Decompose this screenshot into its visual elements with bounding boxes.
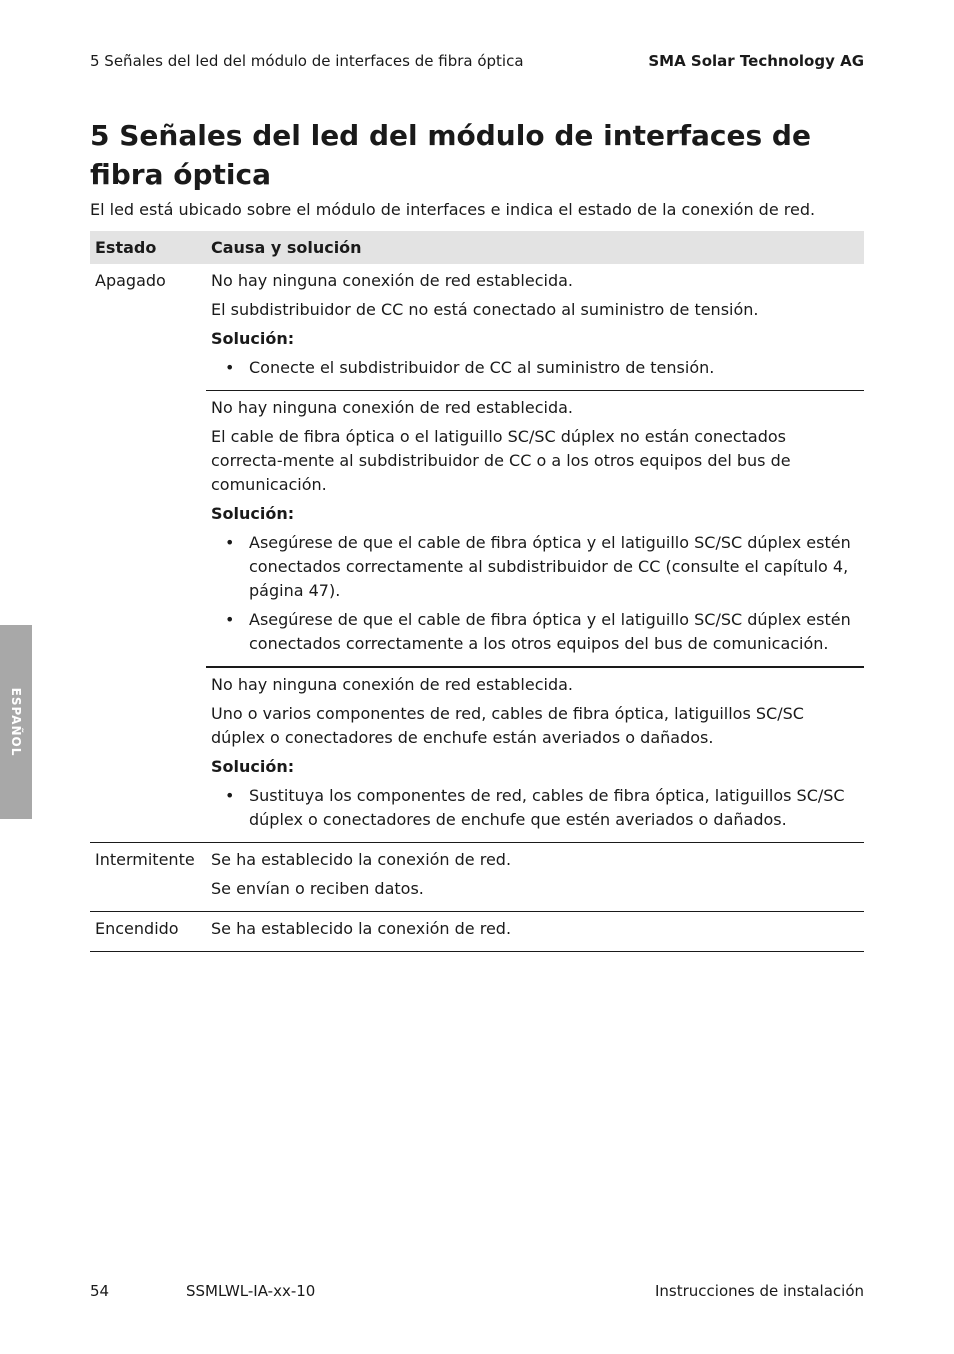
bullet-icon: • <box>225 610 235 629</box>
cause-line: Se ha establecido la conexión de red. <box>211 919 512 938</box>
bullet-text: Conecte el subdistribuidor de CC al suministro de tensión. <box>249 358 715 377</box>
bullet-text: Sustituya los componentes de red, cables de fibra óptica, latiguillos SC/SC dúplex o conectadores de enchufe que estén averiados o dañados. <box>249 786 845 829</box>
solution-label: Solución: <box>211 504 295 523</box>
state-label: Intermitente <box>95 850 195 869</box>
state-label: Encendido <box>95 919 179 938</box>
header-chapter: 5 Señales del led del módulo de interfaces de fibra óptica <box>90 52 524 70</box>
language-label: ESPAÑOL <box>9 687 23 757</box>
bullet-text: Asegúrese de que el cable de fibra óptica y el latiguillo SC/SC dúplex estén conectados correctamente al subdistribuidor de CC (consulte el capítulo 4, página 47). <box>249 533 851 600</box>
header-cause: Causa y solución <box>206 231 864 264</box>
bullet-icon: • <box>225 533 235 552</box>
page-footer <box>90 1282 864 1304</box>
cause-line: El subdistribuidor de CC no está conectado al suministro de tensión. <box>211 300 759 319</box>
document-type: Instrucciones de instalación <box>655 1282 864 1300</box>
table-row <box>90 912 864 952</box>
solution-label: Solución: <box>211 329 295 348</box>
page-header <box>90 52 864 74</box>
table-row <box>90 843 864 912</box>
table-header-row <box>90 231 864 264</box>
bullet-icon: • <box>225 786 235 805</box>
language-side-tab <box>0 625 32 819</box>
cause-line: No hay ninguna conexión de red establecida. <box>211 271 574 290</box>
led-signal-table <box>90 231 864 952</box>
document-code: SSMLWL-IA-xx-10 <box>186 1282 316 1300</box>
bullet-text: Asegúrese de que el cable de fibra óptica y el latiguillo SC/SC dúplex estén conectados correctamente a los otros equipos del bus de comunicación. <box>249 610 851 653</box>
table-row <box>90 667 864 843</box>
header-state: Estado <box>90 231 206 264</box>
solution-bullet <box>211 531 859 603</box>
solution-bullet <box>211 608 859 656</box>
page-title: 5 Señales del led del módulo de interfaces de fibra óptica <box>90 119 811 191</box>
solution-bullet <box>211 356 859 380</box>
table-row <box>90 264 864 391</box>
cause-line: No hay ninguna conexión de red establecida. <box>211 398 574 417</box>
cause-line: Uno o varios componentes de red, cables de fibra óptica, latiguillos SC/SC dúplex o conectadores de enchufe están averiados o dañados. <box>211 704 804 747</box>
cause-line: No hay ninguna conexión de red establecida. <box>211 675 574 694</box>
header-company: SMA Solar Technology AG <box>648 52 864 70</box>
page-number: 54 <box>90 1282 110 1300</box>
state-label: Apagado <box>95 271 166 290</box>
intro-text: El led está ubicado sobre el módulo de interfaces e indica el estado de la conexión de red. <box>90 200 816 219</box>
cause-line: Se envían o reciben datos. <box>211 879 424 898</box>
cause-line: Se ha establecido la conexión de red. <box>211 850 512 869</box>
cause-line: El cable de fibra óptica o el latiguillo SC/SC dúplex no están conectados correcta-mente al subdistribuidor de CC o a los otros equipos del bus de comunicación. <box>211 427 791 494</box>
table-row <box>90 391 864 668</box>
bullet-icon: • <box>225 358 235 377</box>
solution-label: Solución: <box>211 757 295 776</box>
solution-bullet <box>211 784 859 832</box>
